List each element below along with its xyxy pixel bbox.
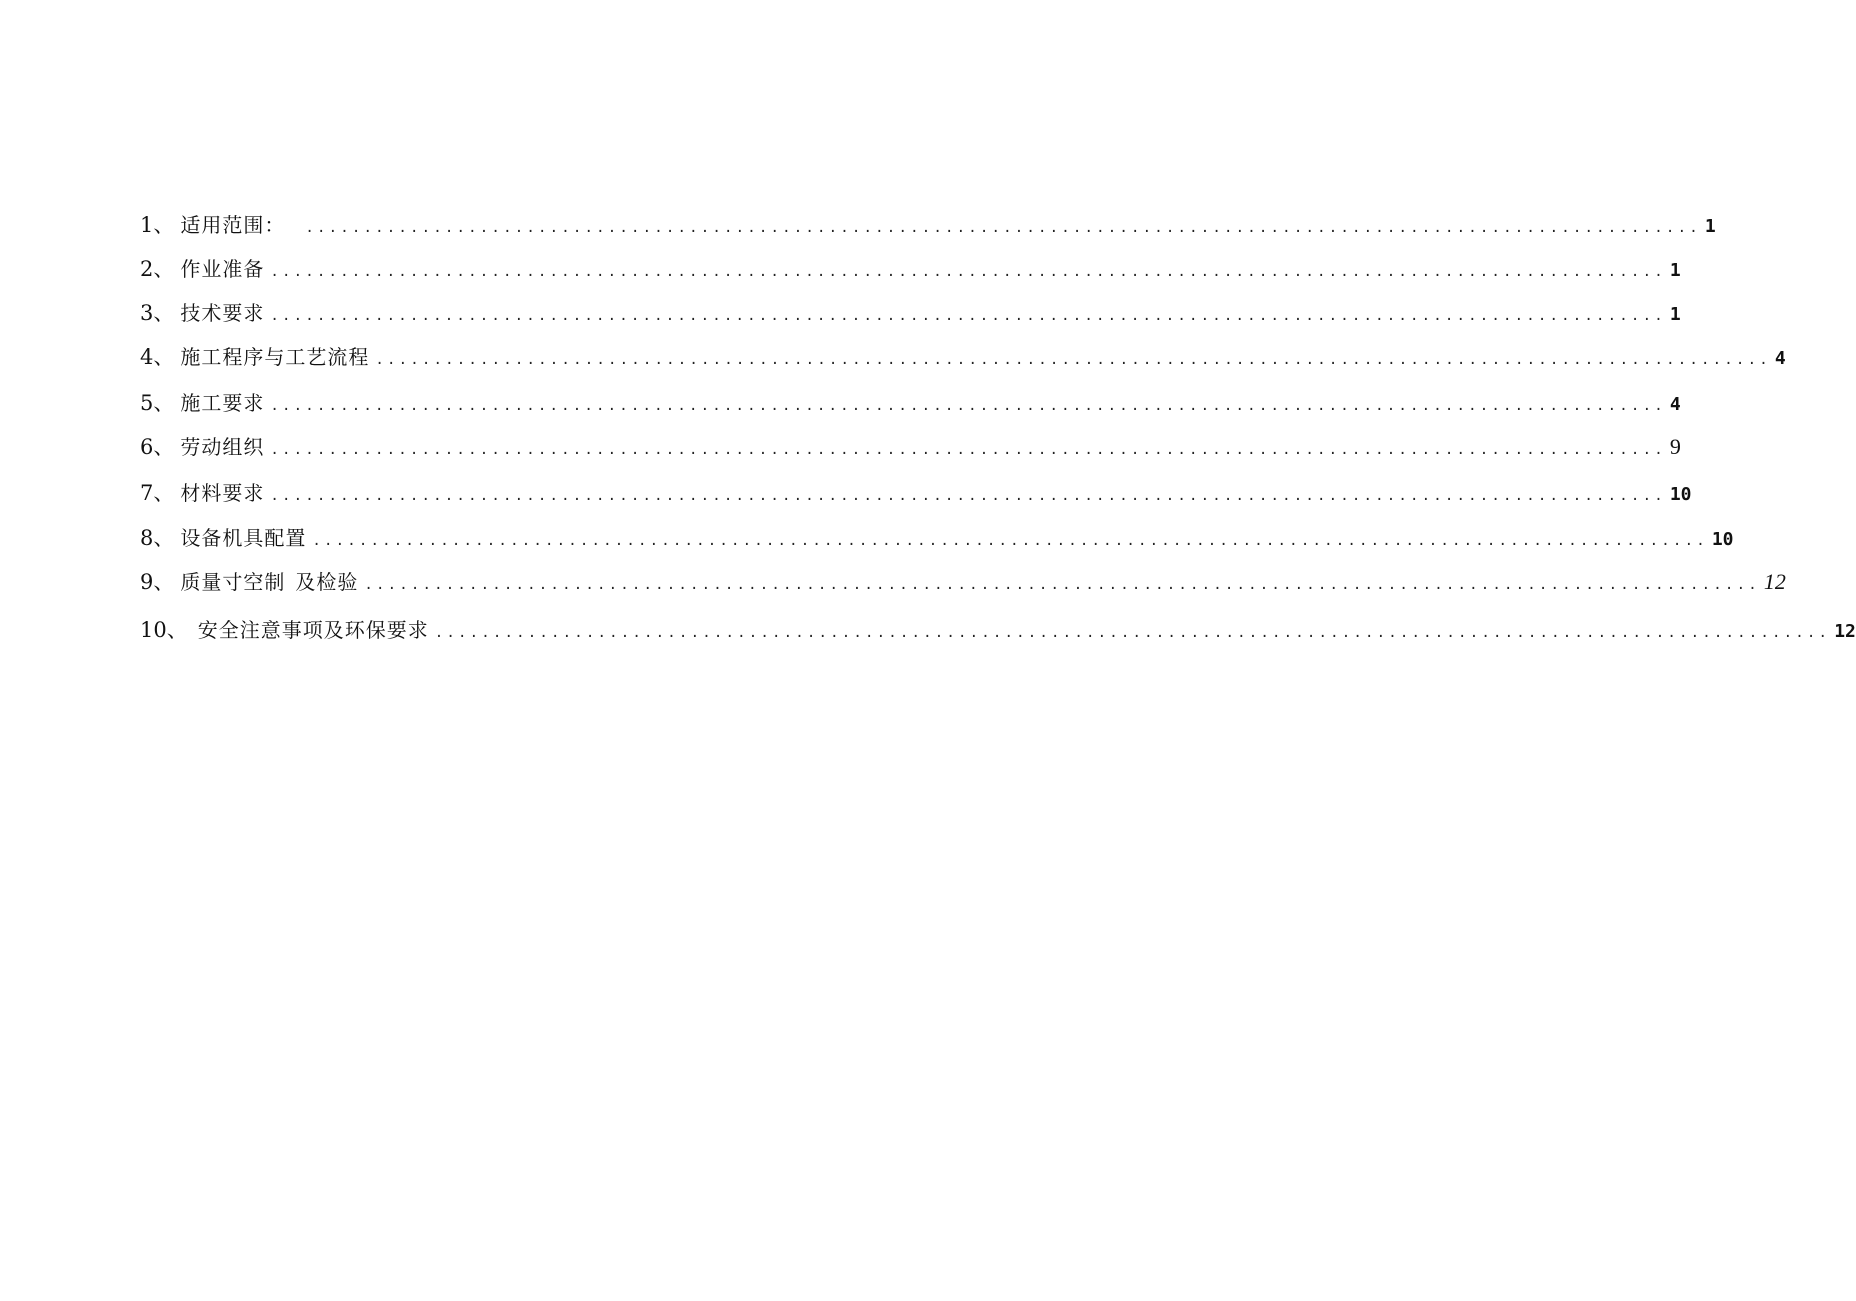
toc-entry-number: 6 [140,435,154,459]
toc-entry-page: 10 [1711,529,1734,550]
toc-entry-title: 材料要求 [180,481,265,505]
toc-entry-separator: 、 [153,301,175,325]
toc-entry-title: 施工程序与工艺流程 [180,345,370,369]
toc-entry-separator: 、 [153,391,175,415]
toc-entry-separator: 、 [153,257,175,281]
toc-entry-separator: 、 [153,526,175,550]
toc-entry-number: 5 [140,391,154,415]
toc-entry-separator: 、 [153,570,175,594]
toc-entry-title-part: 质量寸空制 [180,570,286,594]
toc-dot-leader: ........................................................................................................................ [375,352,1771,368]
toc-entry[interactable] [140,297,1681,329]
toc-entry-title: 劳动组织 [180,435,265,459]
toc-dot-leader: ........................................................................................................................ [270,308,1666,324]
toc-entry-page: 1 [1704,216,1716,237]
toc-entry[interactable] [140,614,1856,646]
toc-entry-separator: 、 [153,435,175,459]
toc-entry-title: 施工要求 [180,391,265,415]
toc-entry[interactable] [140,253,1681,285]
toc-entry[interactable] [140,522,1734,554]
toc-entry-number: 2 [140,257,154,281]
toc-entry-title: 设备机具配置 [180,526,307,550]
toc-entry-separator: 、 [153,481,175,505]
toc-dot-leader: ........................................................................................................................ [434,625,1831,641]
toc-dot-leader: ........................................................................................................................ [270,488,1666,504]
toc-dot-leader: ........................................................................................................................ [364,577,1760,593]
toc-entry-title: 作业准备 [180,257,265,281]
toc-entry-separator: 、 [153,345,175,369]
toc-entry-page: 12 [1763,569,1786,594]
toc-entry-separator: 、 [153,213,175,237]
toc-dot-leader: ........................................................................................................................ [270,264,1666,280]
toc-entry-number: 10 [140,618,167,642]
toc-dot-leader: ........................................................................................................................ [305,220,1701,236]
toc-entry-title [180,566,358,598]
toc-entry[interactable] [140,387,1681,419]
toc-dot-leader: ........................................................................................................................ [270,442,1666,458]
toc-entry[interactable] [140,431,1681,463]
toc-entry-title-part: 及检验 [295,570,359,594]
toc-entry-page: 12 [1834,621,1856,642]
toc-entry-page: 4 [1669,394,1681,415]
toc-entry-number: 8 [140,526,154,550]
toc-entry-page: 10 [1669,484,1692,505]
toc-entry-page: 1 [1669,304,1681,325]
toc-dot-leader: ........................................................................................................................ [312,533,1708,549]
toc-entry-title: 技术要求 [180,301,265,325]
toc-entry-page: 9 [1669,434,1681,459]
toc-entry-title: 适用范围： [180,213,286,237]
toc-entry-number: 7 [140,481,154,505]
toc-entry-number: 3 [140,301,154,325]
toc-entry[interactable] [140,566,1786,598]
toc-entry-separator: 、 [166,618,188,642]
toc-entry[interactable] [140,209,1716,241]
toc-dot-leader: ........................................................................................................................ [270,398,1666,414]
toc-entry[interactable] [140,341,1786,373]
toc-entry-page: 4 [1774,348,1786,369]
toc-entry-number: 4 [140,345,154,369]
toc-entry-number: 1 [140,213,154,237]
toc-entry-number: 9 [140,570,154,594]
toc-entry[interactable] [140,477,1692,509]
toc-entry-title: 安全注意事项及环保要求 [197,618,429,642]
toc-entry-page: 1 [1669,260,1681,281]
